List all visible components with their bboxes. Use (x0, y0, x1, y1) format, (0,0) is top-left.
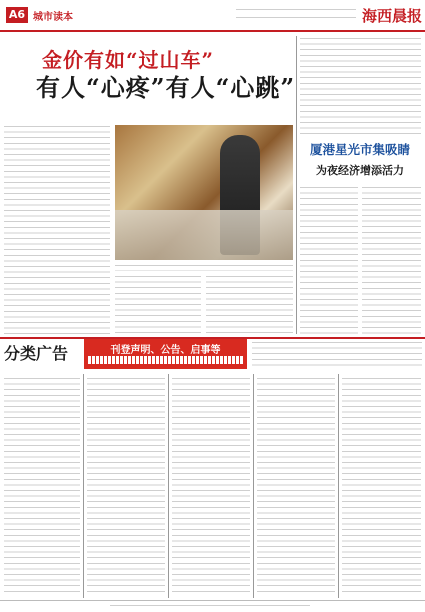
story-photo (115, 125, 293, 260)
story-headline: 有人“心疼”有人“心跳” (36, 73, 296, 102)
ad-column-3 (172, 376, 250, 596)
footer-text (110, 603, 310, 608)
ad-column-5 (342, 376, 421, 596)
dateline (236, 7, 356, 12)
ad-col-divider-3 (253, 374, 254, 598)
classified-section-title: 分类广告 (4, 344, 69, 363)
feature-column-2 (362, 185, 421, 334)
photo-caption (115, 263, 293, 271)
editor-credits (236, 15, 356, 19)
story-column-3 (206, 274, 293, 334)
photo-counter (115, 210, 293, 260)
ad-column-4 (257, 376, 335, 596)
story-column-1 (4, 124, 110, 334)
page-number: A6 (6, 7, 28, 23)
classified-phone-numbers (88, 356, 243, 364)
classified-contact-info (252, 340, 422, 370)
story-column-2 (115, 274, 201, 334)
section-name: 城市读本 (33, 12, 73, 23)
header-rule (0, 30, 425, 32)
ad-col-divider-1 (83, 374, 84, 598)
ad-col-divider-4 (338, 374, 339, 598)
ad-column-2 (87, 376, 165, 596)
feature-subtitle: 为夜经济增添活力 (316, 164, 404, 177)
feature-column-1 (300, 185, 358, 334)
feature-title: 厦港星光市集吸睛 (309, 142, 410, 157)
classified-banner-title: 刊登声明、公告、启事等 (110, 345, 221, 356)
feature-divider (296, 36, 297, 334)
ad-col-divider-2 (168, 374, 169, 598)
feature-photo-placeholder (300, 36, 421, 136)
masthead: 海西晨报 (362, 7, 423, 25)
story-kicker: 金价有如“过山车” (42, 48, 215, 72)
ad-column-1 (4, 376, 80, 596)
